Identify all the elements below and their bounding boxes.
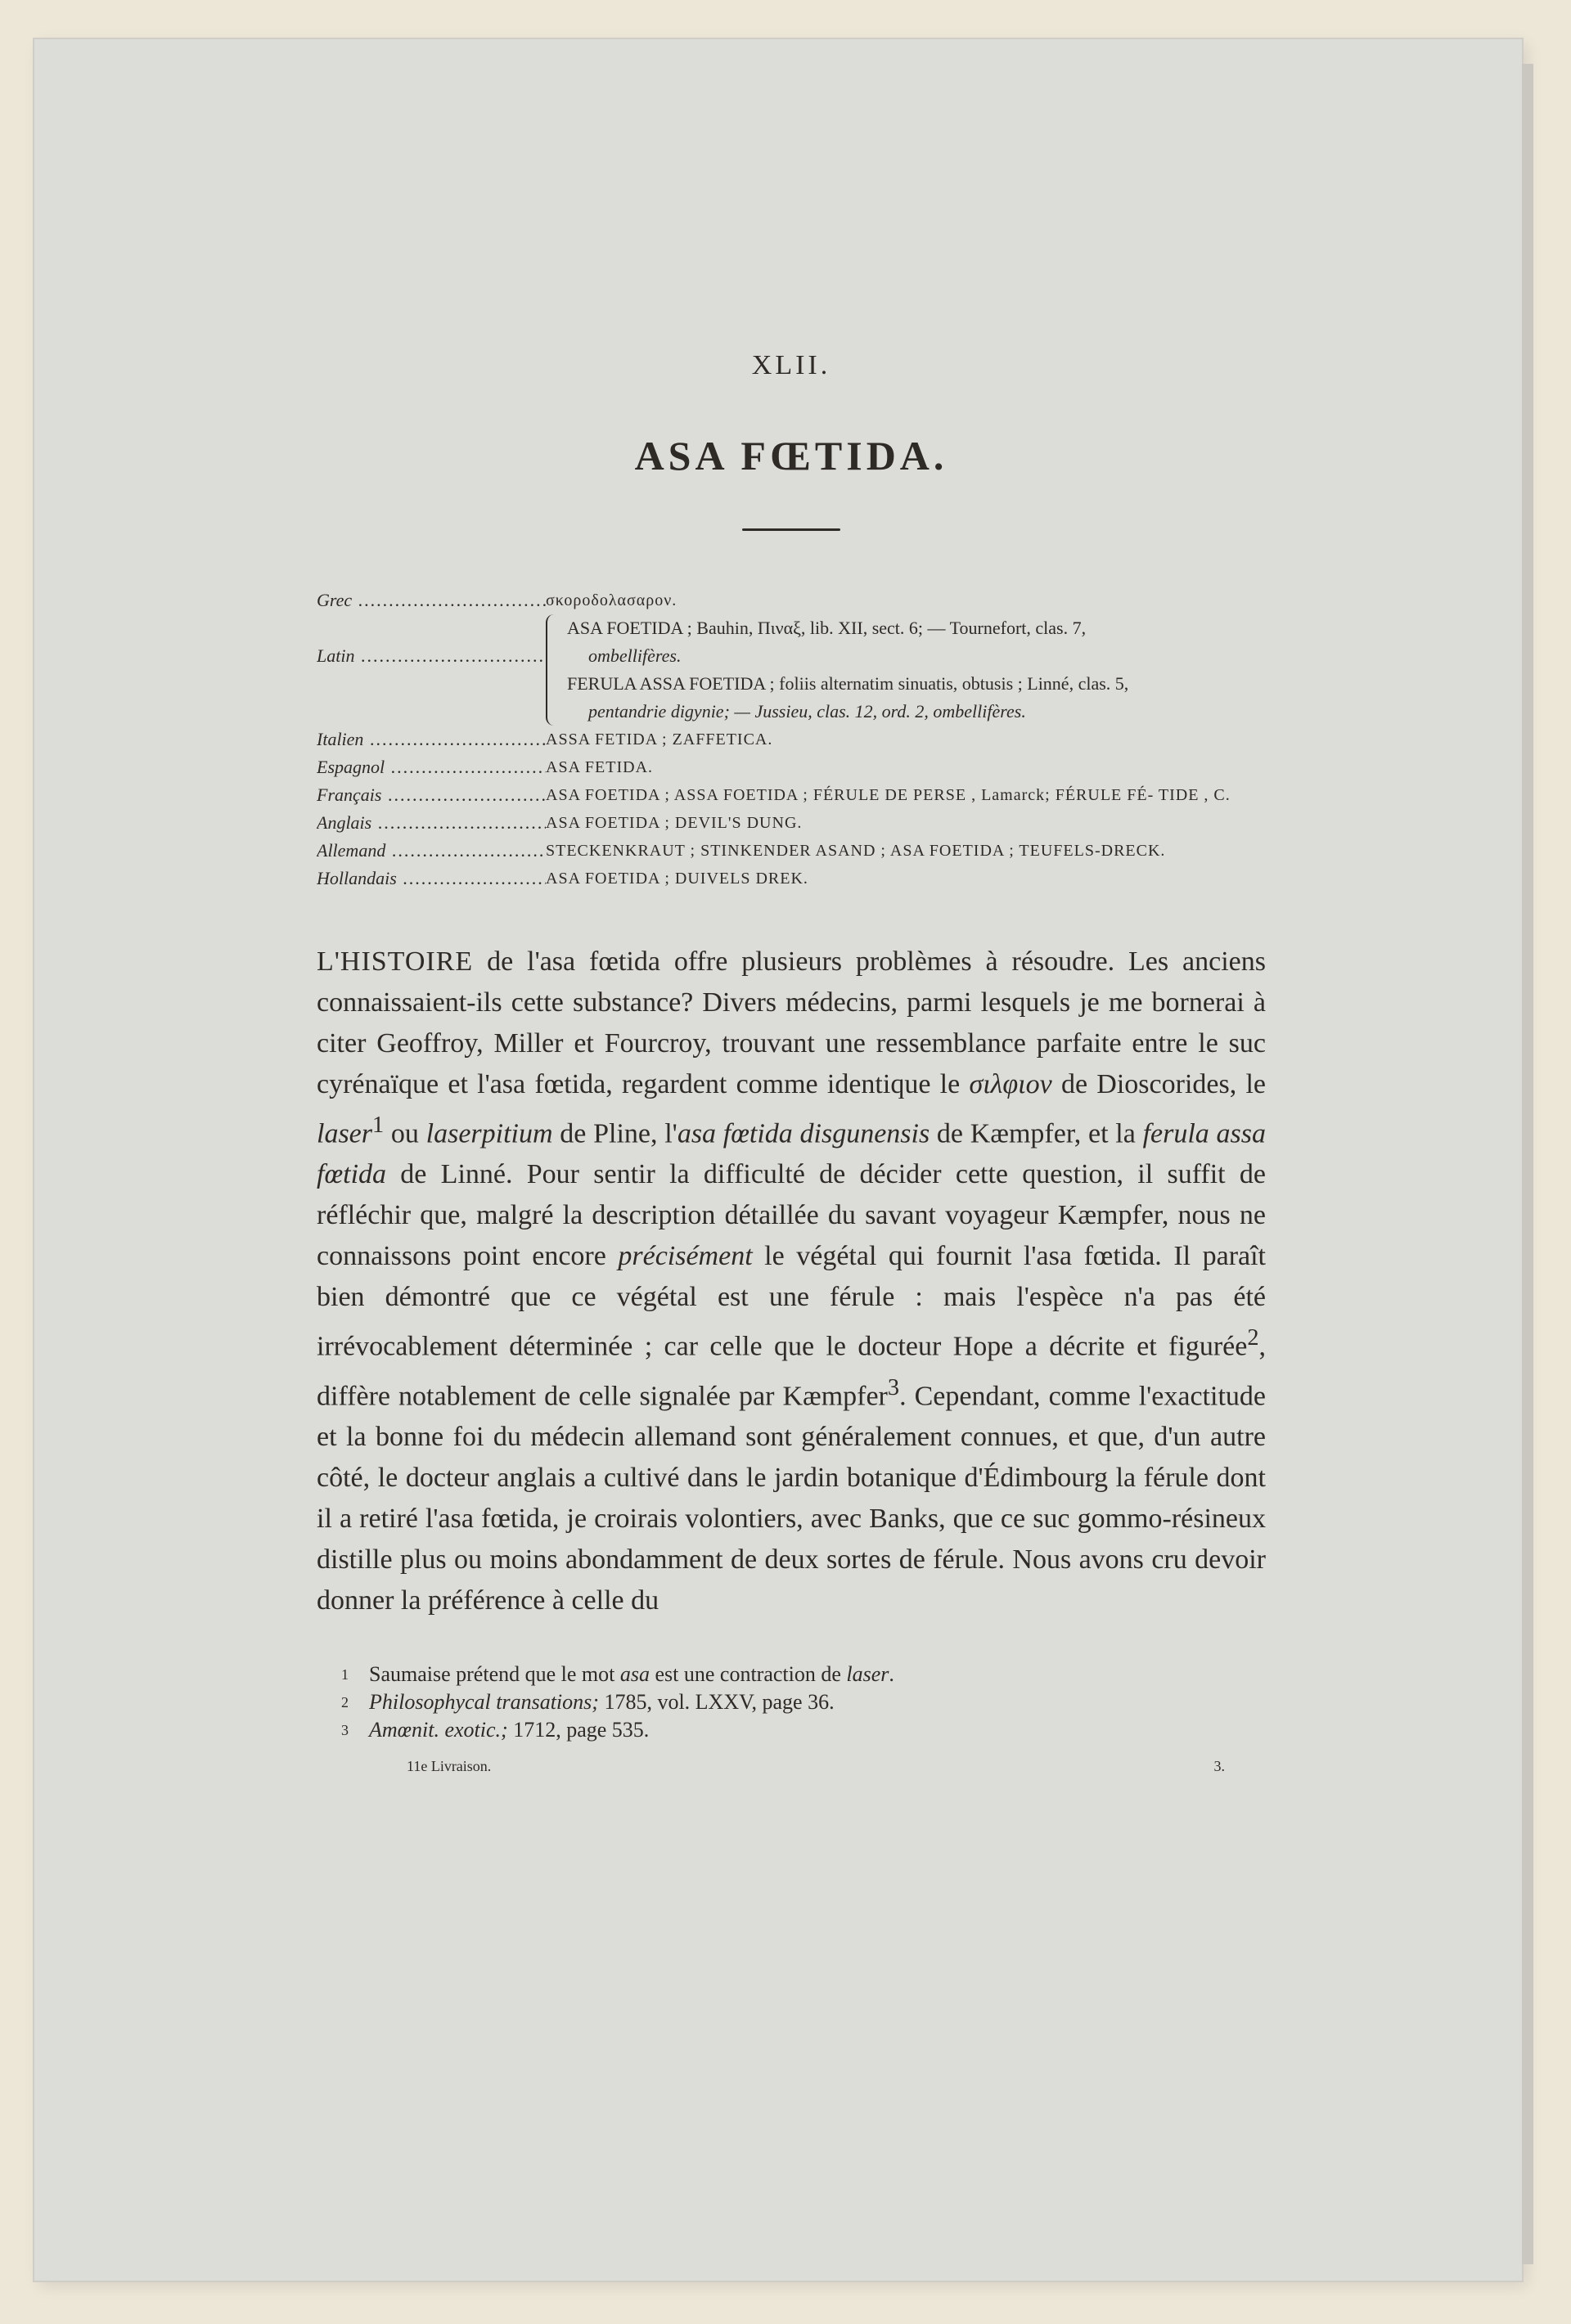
synonym-language: Anglais .....	[317, 809, 546, 837]
synonym-language: Hollandais .....	[317, 865, 546, 892]
footnote: 3 Amœnit. exotic.; 1712, page 535.	[341, 1717, 650, 1742]
synonym-row	[317, 865, 1266, 892]
synonym-latin-line: FERULA ASSA FOETIDA ; foliis alternatim sinuatis, obtusis ; Linné, clas. 5,	[567, 673, 1129, 694]
synonym-row	[317, 809, 1266, 837]
synonym-latin-line: pentandrie digynie; — Jussieu, clas. 12, ord. 2, ombellifères.	[588, 701, 1026, 721]
footnote: 2 Philosophycal transations; 1785, vol. LXXV, page 36.	[341, 1689, 835, 1714]
synonym-value: ASA FOETIDA ; DEVIL'S DUNG.	[546, 814, 803, 832]
chapter-number: XLII.	[751, 350, 831, 380]
synonym-value: σκοροδολασαρον.	[546, 591, 677, 609]
footnote-ref: 1	[372, 1113, 385, 1138]
synonym-row	[317, 726, 1266, 753]
footnote-ref: 3	[887, 1374, 900, 1400]
lead-word: L'HISTOIRE	[317, 946, 474, 977]
title-rule	[742, 528, 840, 531]
page-content	[317, 350, 1266, 1780]
synonym-value: ASA FETIDA.	[546, 758, 654, 776]
synonym-row	[317, 781, 1266, 809]
synonym-row	[317, 837, 1266, 865]
synonym-value: ASSA FETIDA ; ZAFFETICA.	[546, 730, 773, 748]
synonym-row	[317, 587, 1266, 614]
synonyms-list	[317, 587, 1266, 892]
synonym-value: ASA FOETIDA ; DUIVELS DREK.	[546, 870, 808, 888]
synonym-language: Espagnol .....	[317, 753, 546, 781]
synonym-language: Allemand .....	[317, 837, 546, 865]
body-paragraph: L'HISTOIRE de l'asa fœtida offre plusieurs problèmes à résoudre. Les anciens connaissaient-ils cette substance? Divers médecins, parmi lesquels je me bornerai à citer Geoffroy, Miller et Fourcroy, trouvant une ressemblance parfaite entre le suc cyrénaïque et l'asa fœtida, regardent comme identique le σιλφιον de Dioscorides, le laser$^1$ ou laserpitium de Pline, l'asa fœtida disgunensis de Kæmpfer, et la ferula assa fœtida de Linné. Pour sentir la difficulté de décider cette question, il suffit de réfléchir que, malgré la description détaillée du savant voyageur Kæmpfer, nous ne connaissons point encore précisément le végétal qui fournit l'asa fœtida. Il paraît bien démontré que ce végétal est une férule : mais l'espèce n'a pas été irrévocablement déterminée ; car celle que le docteur Hope a décrite et figurée$^2$, diffère notablement de celle signalée par Kæmpfer$^3$. Cependant, comme l'exactitude et la bonne foi du médecin allemand sont généralement connues, et que, d'un autre côté, le docteur anglais a cultivé dans le jardin botanique d'Édimbourg la férule dont il a retiré l'asa fœtida, je croirais volontiers, avec Banks, que ce suc gommo-résineux distille plus ou moins abondamment de deux sortes de férule. Nous avons cru devoir donner la préférence à celle du	[317, 946, 1267, 1616]
page-edge	[1522, 64, 1533, 2264]
signature-mark: 3.	[1213, 1757, 1225, 1774]
synonym-latin-block	[546, 614, 1266, 726]
synonym-row	[317, 614, 1266, 726]
synonym-value: STECKENKRAUT ; STINKENDER ASAND ; ASA FOETIDA ; TEUFELS-DRECK.	[546, 842, 1166, 860]
page-footer	[341, 1752, 1225, 1780]
synonym-latin-line: ombellifères.	[588, 645, 682, 666]
synonym-language: Grec .....	[317, 587, 546, 614]
page-title: ASA FŒTIDA.	[634, 433, 948, 479]
footnote: 1 Saumaise prétend que le mot asa est une contraction de laser.	[341, 1661, 894, 1686]
livraison-label: 11e Livraison.	[407, 1757, 492, 1774]
synonym-value: ASA FOETIDA ; ASSA FOETIDA ; FÉRULE DE PERSE , Lamarck; FÉRULE FÉ- TIDE , C.	[546, 786, 1231, 804]
footnote-ref: 2	[1247, 1325, 1259, 1351]
page-sheet	[34, 39, 1522, 2281]
synonym-language: Latin .....	[317, 614, 546, 726]
synonym-latin-line: ASA FOETIDA ; Bauhin, Πιναξ, lib. XII, sect. 6; — Tournefort, clas. 7,	[567, 618, 1087, 638]
synonym-row	[317, 753, 1266, 781]
synonym-language: Italien .....	[317, 726, 546, 753]
body-text	[317, 942, 1266, 1621]
synonym-language: Français .....	[317, 781, 546, 809]
footnotes	[317, 1661, 1266, 1780]
brace-icon	[546, 614, 559, 726]
